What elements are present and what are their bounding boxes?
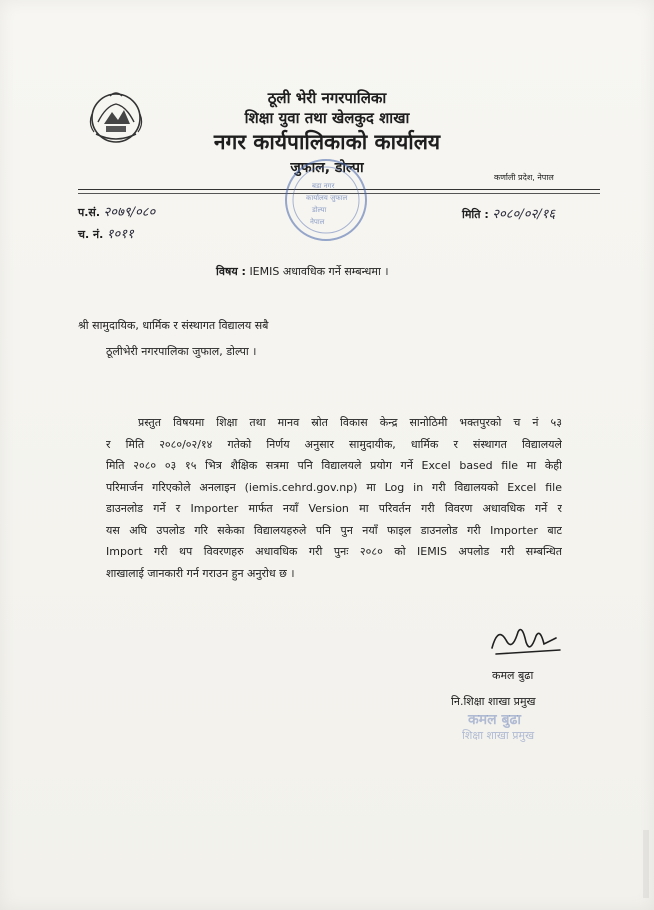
body-line: यस अघि उपलोड गरि सकेका विद्यालयहरुले पनि पुन नयाँ फाइल डाउनलोड गरी Importer बाट — [106, 523, 562, 537]
stamp-title: शिक्षा शाखा प्रमुख — [462, 729, 535, 742]
date-label: मिति : — [462, 208, 489, 221]
reference-number — [78, 202, 155, 220]
signatory-name: कमल बुढा — [492, 669, 534, 682]
body-line: प्रस्तुत विषयमा शिक्षा तथा मानव स्रोत विकास केन्द्र सानोठिमी भक्तपुरको च नं ५३ — [138, 416, 562, 429]
subject-label: विषय : — [216, 265, 246, 278]
body-line: शाखालाई जानकारी गर्न गराउन हुन अनुरोध छ । — [106, 566, 295, 580]
letter-date — [462, 204, 555, 222]
province-name: कर्णाली प्रदेश, नेपाल — [494, 173, 554, 182]
dispatch-number — [78, 224, 134, 242]
office-name: नगर कार्यपालिकाको कार्यालय — [213, 130, 441, 154]
svg-text:नेपाल: नेपाल — [310, 218, 325, 226]
section-name: शिक्षा युवा तथा खेलकुद शाखा — [244, 109, 410, 127]
svg-text:डोल्पा: डोल्पा — [312, 206, 327, 214]
municipality-name: ठूली भेरी नगरपालिका — [267, 89, 387, 107]
body-line: Import गरी थप विवरणहरु अधावधिक गरी पुनः २०८० को IEMIS अपलोड गरी सम्बन्धित — [106, 545, 562, 558]
body-line: र मिति २०८०/०२/१४ गतेको निर्णय अनुसार सामुदायीक, धार्मिक र संस्थागत विद्यालयले — [106, 437, 562, 451]
signature-stamp — [452, 708, 582, 748]
date-value: २०८०/०२/१६ — [492, 207, 556, 222]
scanner-watermark — [643, 830, 649, 898]
body-line: डाउनलोड गर्ने र Importer मार्फत नयाँ Version मा परिवर्तन गरी विवरण अधावधिक गर्ने र — [106, 502, 562, 515]
office-stamp-icon — [278, 152, 374, 248]
recipient-line-1: श्री सामुदायिक, धार्मिक र संस्थागत विद्यालय सबै — [78, 319, 269, 332]
signature-icon — [486, 618, 566, 662]
subject-line — [216, 264, 389, 279]
body-line: मिति २०८० ०३ १५ भित्र शैक्षिक सत्रमा पनि विद्यालयले प्रयोग गर्ने Excel based file मा केही — [106, 459, 562, 472]
recipient-line-2: ठूलीभेरी नगरपालिका जुफाल, डोल्पा । — [106, 345, 257, 358]
body-line: परिमार्जन गरिएकोले अनलाइन (iemis.cehrd.gov.np) मा Log in गरी विद्यालयको Excel file — [106, 480, 562, 494]
ps-value: २०७९/०८० — [103, 205, 156, 220]
cn-label: च. नं. — [78, 228, 104, 241]
subject-text: IEMIS अधावधिक गर्ने सम्बन्धमा । — [249, 265, 389, 278]
cn-value: १०११ — [106, 227, 134, 242]
office-location: जुफाल, डोल्पा — [290, 160, 364, 176]
svg-text:कार्यालय जुफाल: कार्यालय जुफाल — [306, 194, 348, 202]
stamp-name: कमल बुढा — [468, 712, 521, 728]
letter-body — [106, 412, 562, 584]
ps-label: प.सं. — [78, 206, 101, 219]
signatory-title: नि.शिक्षा शाखा प्रमुख — [451, 695, 536, 708]
svg-text:बडा नगर: बडा नगर — [312, 182, 335, 190]
